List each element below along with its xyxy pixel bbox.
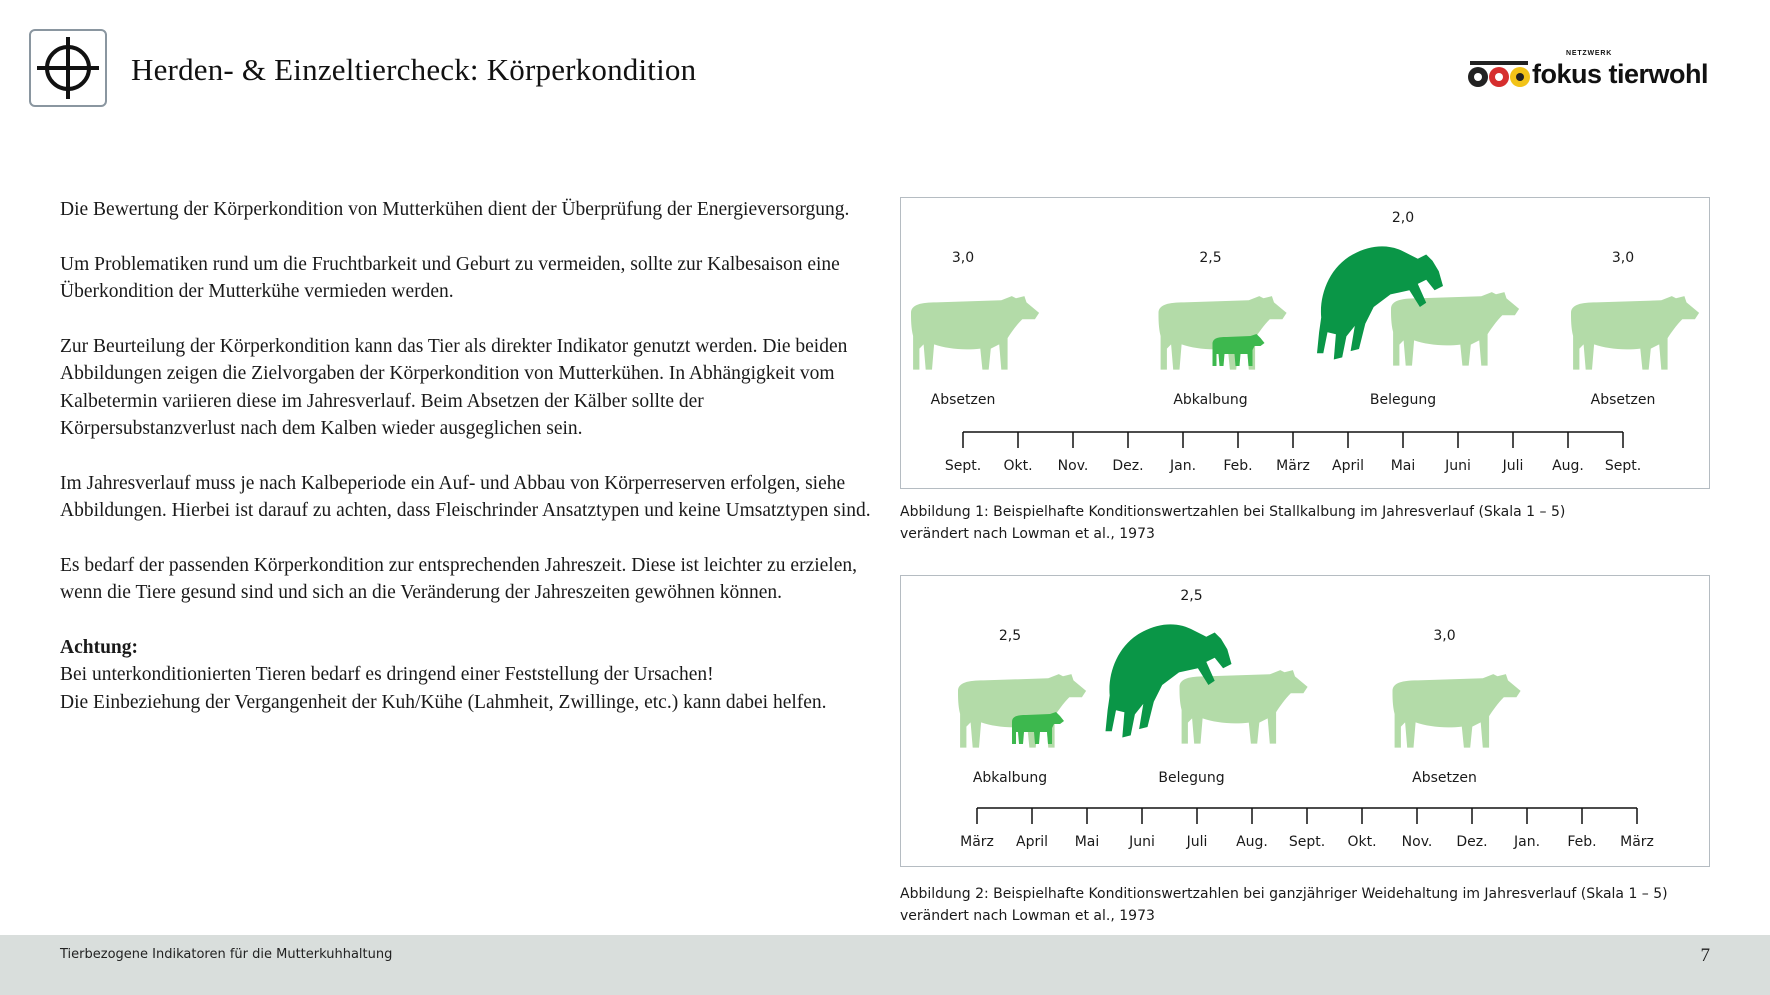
month-label: Okt.: [1003, 458, 1033, 474]
event-label: Belegung: [1369, 392, 1437, 408]
month-label: Feb.: [1223, 458, 1253, 474]
month-label: März: [1276, 458, 1310, 474]
month-label: Sept.: [1604, 458, 1642, 474]
month-label: Sept.: [944, 458, 982, 474]
figure-1-timeline: [901, 198, 1711, 490]
crosshair-icon: [29, 29, 107, 107]
caption-line: Abbildung 2: Beispielhafte Konditionswertzahlen bei ganzjähriger Weidehaltung im Jahresverlauf (Skala 1 – 5): [900, 886, 1668, 902]
month-label: Mai: [1074, 834, 1100, 850]
cow-silhouette: [1393, 674, 1521, 748]
cow-silhouette: [911, 296, 1039, 369]
condition-score: 2,5: [998, 628, 1022, 644]
figure-2-caption: [900, 883, 1668, 927]
caption-line: verändert nach Lowman et al., 1973: [900, 526, 1155, 542]
warning-line: Bei unterkonditionierten Tieren bedarf es dringend einer Feststellung der Ursachen!: [60, 664, 714, 685]
logo: [1466, 50, 1709, 94]
footer: [0, 935, 1770, 995]
caption-line: Abbildung 1: Beispielhafte Konditionswertzahlen bei Stallkalbung im Jahresverlauf (Skala 1 – 5): [900, 504, 1566, 520]
month-label: Dez.: [1456, 834, 1488, 850]
month-label: Aug.: [1236, 834, 1268, 850]
event-label: Abkalbung: [972, 770, 1048, 786]
condition-score: 3,0: [951, 250, 975, 266]
month-label: Jan.: [1513, 834, 1541, 850]
page-number: 7: [1700, 945, 1710, 966]
cow-silhouette: [1571, 296, 1699, 369]
event-label: Belegung: [1158, 770, 1225, 786]
footer-text: Tierbezogene Indikatoren für die Mutterkuhhaltung: [60, 947, 393, 962]
month-label: Juni: [1129, 834, 1155, 850]
cow-silhouette: [1180, 670, 1308, 744]
month-label: Jan.: [1169, 458, 1197, 474]
paragraph: Im Jahresverlauf muss je nach Kalbeperiode ein Auf- und Abbau von Körperreserven erfolgen, siehe Abbildungen. Hierbei ist darauf zu achten, dass Fleischrinder Ansatztypen und keine Umsatztypen sind.: [60, 472, 871, 521]
warning-title: Achtung:: [60, 636, 139, 658]
condition-score: 2,5: [1180, 588, 1203, 604]
event-label: Abkalbung: [1173, 392, 1248, 408]
condition-score: 3,0: [1611, 250, 1635, 266]
page-title: Herden- & Einzeltiercheck: Körperkondition: [131, 52, 697, 87]
month-label: April: [1332, 458, 1364, 474]
caption-line: verändert nach Lowman et al., 1973: [900, 908, 1155, 924]
logo-wordmark: fokus tierwohl: [1532, 58, 1709, 89]
warning-line: Die Einbeziehung der Vergangenheit der Kuh/Kühe (Lahmheit, Zwillinge, etc.) kann dabei helfen.: [60, 691, 827, 713]
paragraph: Um Problematiken rund um die Fruchtbarkeit und Geburt zu vermeiden, sollte zur Kalbesaison eine Überkondition der Mutterkühe vermieden werden.: [60, 253, 840, 302]
paragraph: Es bedarf der passenden Körperkondition zur entsprechenden Jahreszeit. Diese ist leichter zu erzielen, wenn die Tiere gesund sind und sich an die Veränderung der Jahreszeiten gewöhnen können.: [60, 554, 858, 603]
figure-2: [900, 575, 1710, 867]
month-label: April: [1016, 834, 1048, 850]
condition-score: 3,0: [1433, 628, 1456, 644]
event-label: Absetzen: [1590, 392, 1656, 408]
logo-eyes-icon: [1466, 57, 1532, 91]
month-label: Mai: [1390, 458, 1416, 474]
month-label: März: [960, 834, 994, 850]
condition-score: 2,5: [1199, 250, 1222, 266]
paragraph: Zur Beurteilung der Körperkondition kann das Tier als direkter Indikator genutzt werden. Die beiden Abbildungen zeigen die Zielvorgaben der Körperkondition von Mutterkühen. In Abhängigkeit vom Kalbetermin variieren diese im Jahresverlauf. Beim Absetzen der Kälber sollte der Körpersubstanzverlust nach dem Kalben wieder ausgeglichen sein.: [60, 335, 848, 439]
logo-network-label: NETZWERK: [1566, 50, 1613, 57]
month-label: Nov.: [1057, 458, 1089, 474]
figure-1: [900, 197, 1710, 489]
body-text: [60, 196, 880, 743]
figure-1-caption: [900, 501, 1565, 545]
month-label: Nov.: [1401, 834, 1433, 850]
month-label: Juni: [1445, 458, 1471, 474]
month-label: Aug.: [1552, 458, 1584, 474]
month-label: Dez.: [1112, 458, 1144, 474]
paragraph: Die Bewertung der Körperkondition von Mutterkühen dient der Überprüfung der Energieversorgung.: [60, 199, 850, 220]
month-label: Sept.: [1288, 834, 1326, 850]
warning-block: [60, 634, 880, 717]
month-label: März: [1620, 834, 1654, 850]
figure-2-timeline: [901, 576, 1711, 868]
calf-silhouette: [1213, 334, 1265, 366]
month-label: Okt.: [1347, 834, 1377, 850]
month-label: Feb.: [1567, 834, 1597, 850]
cow-silhouette: [1391, 292, 1519, 365]
event-label: Absetzen: [930, 392, 996, 408]
condition-score: 2,0: [1391, 210, 1415, 226]
month-label: Juli: [1186, 834, 1208, 850]
month-label: Juli: [1502, 458, 1524, 474]
calf-silhouette: [1012, 712, 1064, 744]
event-label: Absetzen: [1412, 770, 1477, 786]
